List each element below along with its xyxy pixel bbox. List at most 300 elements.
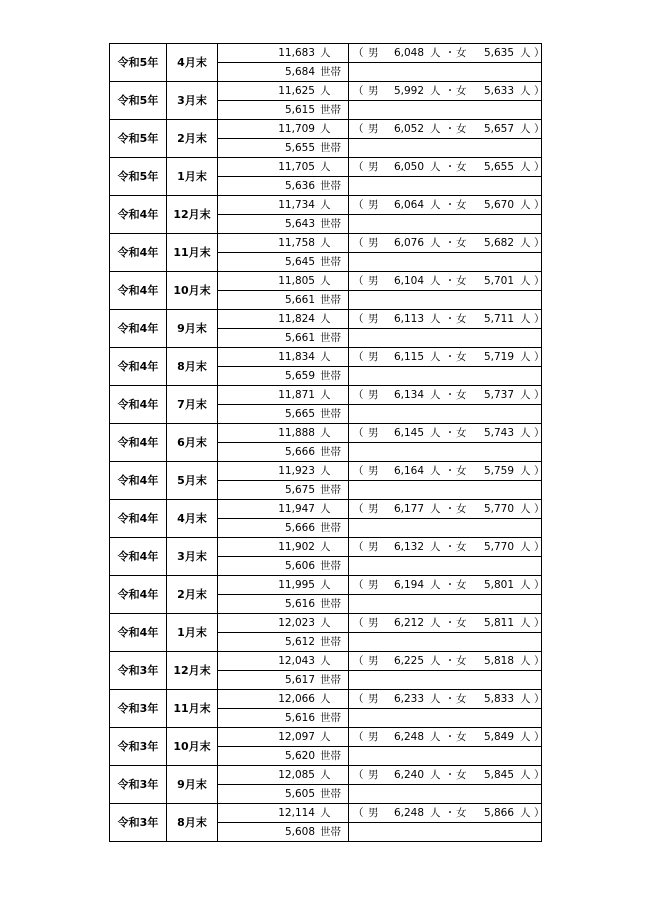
male-label: 男 <box>368 351 379 363</box>
households-value: 5,655 <box>284 142 315 154</box>
households-cell <box>218 633 349 652</box>
total-population-cell <box>218 310 349 329</box>
total-population-cell <box>218 576 349 595</box>
male-count: 6,050 <box>393 161 424 173</box>
total-population-value: 11,888 <box>278 427 315 439</box>
open-paren: （ <box>353 161 364 173</box>
person-unit: 人 <box>320 313 331 325</box>
person-unit: 人 <box>320 47 331 59</box>
male-count: 6,164 <box>393 465 424 477</box>
households-value: 5,666 <box>284 446 315 458</box>
male-label: 男 <box>368 47 379 59</box>
month-cell: 8月末 <box>167 348 218 386</box>
open-paren: （ <box>353 465 364 477</box>
male-label: 男 <box>368 731 379 743</box>
female-count: 5,670 <box>483 199 514 211</box>
close-paren: ） <box>534 161 545 173</box>
female-label: 女 <box>456 199 467 211</box>
female-label: 女 <box>456 427 467 439</box>
household-unit: 世帯 <box>320 750 341 762</box>
male-count: 6,132 <box>393 541 424 553</box>
total-population-value: 11,995 <box>278 579 315 591</box>
households-value: 5,666 <box>284 522 315 534</box>
person-unit: 人 <box>430 769 441 781</box>
households-cell <box>218 63 349 82</box>
person-unit: 人 <box>520 655 531 667</box>
gender-breakdown-cell <box>349 728 545 747</box>
open-paren: （ <box>353 503 364 515</box>
female-count: 5,759 <box>483 465 514 477</box>
gender-breakdown-cell <box>349 44 545 63</box>
separator-dot: ・ <box>444 693 456 705</box>
household-unit: 世帯 <box>320 674 341 686</box>
households-cell <box>218 481 349 500</box>
era-cell: 令和5年 <box>110 82 167 120</box>
gender-breakdown-cell <box>349 576 545 595</box>
person-unit: 人 <box>320 541 331 553</box>
person-unit: 人 <box>320 427 331 439</box>
close-paren: ） <box>534 123 545 135</box>
household-unit: 世帯 <box>320 370 341 382</box>
close-paren: ） <box>534 199 545 211</box>
households-cell <box>218 709 349 728</box>
record-row-population <box>110 310 542 329</box>
households-value: 5,617 <box>284 674 315 686</box>
person-unit: 人 <box>430 693 441 705</box>
open-paren: （ <box>353 123 364 135</box>
households-value: 5,665 <box>284 408 315 420</box>
era-cell: 令和3年 <box>110 766 167 804</box>
person-unit: 人 <box>430 199 441 211</box>
person-unit: 人 <box>430 161 441 173</box>
male-count: 6,115 <box>393 351 424 363</box>
total-population-cell <box>218 120 349 139</box>
person-unit: 人 <box>520 313 531 325</box>
empty-cell <box>349 177 542 196</box>
households-value: 5,643 <box>284 218 315 230</box>
record-row-population <box>110 348 542 367</box>
gender-breakdown-cell <box>349 462 545 481</box>
total-population-value: 11,734 <box>278 199 315 211</box>
male-count: 6,113 <box>393 313 424 325</box>
female-count: 5,833 <box>483 693 514 705</box>
households-cell <box>218 329 349 348</box>
empty-cell <box>349 519 542 538</box>
separator-dot: ・ <box>444 389 456 401</box>
household-unit: 世帯 <box>320 598 341 610</box>
male-label: 男 <box>368 617 379 629</box>
empty-cell <box>349 747 542 766</box>
total-population-value: 11,834 <box>278 351 315 363</box>
record-row-population <box>110 462 542 481</box>
empty-cell <box>349 63 542 82</box>
month-cell: 4月末 <box>167 500 218 538</box>
record-row-population <box>110 234 542 253</box>
person-unit: 人 <box>520 769 531 781</box>
era-cell: 令和5年 <box>110 44 167 82</box>
gender-breakdown-cell <box>349 234 545 253</box>
households-value: 5,636 <box>284 180 315 192</box>
total-population-cell <box>218 500 349 519</box>
record-row-population <box>110 576 542 595</box>
female-count: 5,682 <box>483 237 514 249</box>
female-count: 5,633 <box>483 85 514 97</box>
total-population-value: 12,066 <box>278 693 315 705</box>
era-cell: 令和4年 <box>110 614 167 652</box>
empty-cell <box>349 253 542 272</box>
close-paren: ） <box>534 313 545 325</box>
empty-cell <box>349 101 542 120</box>
open-paren: （ <box>353 47 364 59</box>
close-paren: ） <box>534 465 545 477</box>
female-label: 女 <box>456 693 467 705</box>
total-population-value: 11,805 <box>278 275 315 287</box>
era-cell: 令和3年 <box>110 652 167 690</box>
separator-dot: ・ <box>444 465 456 477</box>
close-paren: ） <box>534 617 545 629</box>
era-cell: 令和4年 <box>110 500 167 538</box>
total-population-cell <box>218 652 349 671</box>
male-label: 男 <box>368 85 379 97</box>
era-cell: 令和4年 <box>110 538 167 576</box>
open-paren: （ <box>353 693 364 705</box>
female-count: 5,737 <box>483 389 514 401</box>
record-row-population <box>110 652 542 671</box>
household-unit: 世帯 <box>320 522 341 534</box>
person-unit: 人 <box>520 731 531 743</box>
male-count: 6,048 <box>393 47 424 59</box>
separator-dot: ・ <box>444 161 456 173</box>
total-population-cell <box>218 538 349 557</box>
population-table <box>109 43 545 842</box>
total-population-cell <box>218 424 349 443</box>
empty-cell <box>349 823 542 842</box>
person-unit: 人 <box>520 617 531 629</box>
male-label: 男 <box>368 769 379 781</box>
households-cell <box>218 443 349 462</box>
open-paren: （ <box>353 769 364 781</box>
open-paren: （ <box>353 427 364 439</box>
male-count: 6,104 <box>393 275 424 287</box>
separator-dot: ・ <box>444 807 456 819</box>
gender-breakdown-cell <box>349 804 545 823</box>
month-cell: 3月末 <box>167 82 218 120</box>
close-paren: ） <box>534 693 545 705</box>
empty-cell <box>349 291 542 310</box>
person-unit: 人 <box>520 85 531 97</box>
household-unit: 世帯 <box>320 142 341 154</box>
households-value: 5,606 <box>284 560 315 572</box>
person-unit: 人 <box>320 807 331 819</box>
female-label: 女 <box>456 541 467 553</box>
total-population-value: 12,114 <box>278 807 315 819</box>
person-unit: 人 <box>430 807 441 819</box>
households-value: 5,620 <box>284 750 315 762</box>
households-cell <box>218 367 349 386</box>
total-population-value: 12,043 <box>278 655 315 667</box>
female-label: 女 <box>456 389 467 401</box>
gender-breakdown-cell <box>349 614 545 633</box>
person-unit: 人 <box>320 275 331 287</box>
household-unit: 世帯 <box>320 560 341 572</box>
households-value: 5,608 <box>284 826 315 838</box>
total-population-cell <box>218 766 349 785</box>
person-unit: 人 <box>320 351 331 363</box>
male-count: 6,076 <box>393 237 424 249</box>
households-cell <box>218 519 349 538</box>
person-unit: 人 <box>430 123 441 135</box>
record-row-population <box>110 424 542 443</box>
close-paren: ） <box>534 351 545 363</box>
empty-cell <box>349 139 542 158</box>
open-paren: （ <box>353 579 364 591</box>
male-label: 男 <box>368 123 379 135</box>
month-cell: 2月末 <box>167 120 218 158</box>
close-paren: ） <box>534 579 545 591</box>
male-count: 6,212 <box>393 617 424 629</box>
open-paren: （ <box>353 275 364 287</box>
female-label: 女 <box>456 731 467 743</box>
total-population-cell <box>218 44 349 63</box>
male-count: 6,248 <box>393 731 424 743</box>
empty-cell <box>349 671 542 690</box>
record-row-population <box>110 386 542 405</box>
person-unit: 人 <box>430 655 441 667</box>
male-label: 男 <box>368 465 379 477</box>
record-row-population <box>110 804 542 823</box>
household-unit: 世帯 <box>320 332 341 344</box>
female-label: 女 <box>456 503 467 515</box>
households-value: 5,661 <box>284 294 315 306</box>
households-value: 5,616 <box>284 598 315 610</box>
era-cell: 令和3年 <box>110 690 167 728</box>
era-cell: 令和4年 <box>110 576 167 614</box>
person-unit: 人 <box>520 237 531 249</box>
total-population-value: 12,085 <box>278 769 315 781</box>
female-label: 女 <box>456 85 467 97</box>
female-count: 5,657 <box>483 123 514 135</box>
person-unit: 人 <box>520 807 531 819</box>
female-label: 女 <box>456 161 467 173</box>
person-unit: 人 <box>430 85 441 97</box>
close-paren: ） <box>534 731 545 743</box>
female-label: 女 <box>456 769 467 781</box>
female-label: 女 <box>456 807 467 819</box>
era-cell: 令和3年 <box>110 728 167 766</box>
gender-breakdown-cell <box>349 82 545 101</box>
month-cell: 2月末 <box>167 576 218 614</box>
open-paren: （ <box>353 313 364 325</box>
month-cell: 5月末 <box>167 462 218 500</box>
households-value: 5,612 <box>284 636 315 648</box>
total-population-cell <box>218 196 349 215</box>
gender-breakdown-cell <box>349 120 545 139</box>
male-count: 6,064 <box>393 199 424 211</box>
separator-dot: ・ <box>444 617 456 629</box>
total-population-cell <box>218 386 349 405</box>
households-value: 5,645 <box>284 256 315 268</box>
total-population-value: 11,625 <box>278 85 315 97</box>
person-unit: 人 <box>520 503 531 515</box>
person-unit: 人 <box>430 731 441 743</box>
gender-breakdown-cell <box>349 652 545 671</box>
record-row-population <box>110 158 542 177</box>
close-paren: ） <box>534 655 545 667</box>
person-unit: 人 <box>320 579 331 591</box>
female-label: 女 <box>456 351 467 363</box>
person-unit: 人 <box>430 579 441 591</box>
person-unit: 人 <box>320 617 331 629</box>
person-unit: 人 <box>430 541 441 553</box>
male-count: 6,145 <box>393 427 424 439</box>
close-paren: ） <box>534 237 545 249</box>
gender-breakdown-cell <box>349 272 545 291</box>
close-paren: ） <box>534 47 545 59</box>
person-unit: 人 <box>430 237 441 249</box>
person-unit: 人 <box>430 313 441 325</box>
households-value: 5,616 <box>284 712 315 724</box>
total-population-value: 11,824 <box>278 313 315 325</box>
male-count: 5,992 <box>393 85 424 97</box>
female-label: 女 <box>456 275 467 287</box>
male-count: 6,233 <box>393 693 424 705</box>
female-count: 5,801 <box>483 579 514 591</box>
record-row-population <box>110 272 542 291</box>
total-population-value: 11,705 <box>278 161 315 173</box>
era-cell: 令和4年 <box>110 272 167 310</box>
gender-breakdown-cell <box>349 690 545 709</box>
female-count: 5,818 <box>483 655 514 667</box>
separator-dot: ・ <box>444 731 456 743</box>
close-paren: ） <box>534 389 545 401</box>
gender-breakdown-cell <box>349 538 545 557</box>
male-count: 6,177 <box>393 503 424 515</box>
era-cell: 令和5年 <box>110 120 167 158</box>
month-cell: 8月末 <box>167 804 218 842</box>
households-value: 5,661 <box>284 332 315 344</box>
female-label: 女 <box>456 123 467 135</box>
separator-dot: ・ <box>444 503 456 515</box>
gender-breakdown-cell <box>349 348 545 367</box>
month-cell: 11月末 <box>167 234 218 272</box>
record-row-population <box>110 82 542 101</box>
separator-dot: ・ <box>444 237 456 249</box>
female-count: 5,811 <box>483 617 514 629</box>
person-unit: 人 <box>320 85 331 97</box>
male-count: 6,134 <box>393 389 424 401</box>
households-cell <box>218 139 349 158</box>
person-unit: 人 <box>520 47 531 59</box>
empty-cell <box>349 481 542 500</box>
total-population-cell <box>218 462 349 481</box>
close-paren: ） <box>534 275 545 287</box>
female-label: 女 <box>456 579 467 591</box>
household-unit: 世帯 <box>320 788 341 800</box>
household-unit: 世帯 <box>320 446 341 458</box>
female-count: 5,770 <box>483 541 514 553</box>
person-unit: 人 <box>430 389 441 401</box>
female-label: 女 <box>456 617 467 629</box>
female-count: 5,635 <box>483 47 514 59</box>
month-cell: 9月末 <box>167 310 218 348</box>
female-count: 5,719 <box>483 351 514 363</box>
person-unit: 人 <box>320 237 331 249</box>
female-count: 5,770 <box>483 503 514 515</box>
close-paren: ） <box>534 807 545 819</box>
total-population-value: 11,947 <box>278 503 315 515</box>
total-population-value: 11,871 <box>278 389 315 401</box>
households-cell <box>218 291 349 310</box>
empty-cell <box>349 405 542 424</box>
month-cell: 3月末 <box>167 538 218 576</box>
female-label: 女 <box>456 237 467 249</box>
total-population-cell <box>218 614 349 633</box>
record-row-population <box>110 538 542 557</box>
era-cell: 令和4年 <box>110 348 167 386</box>
separator-dot: ・ <box>444 351 456 363</box>
month-cell: 1月末 <box>167 158 218 196</box>
household-unit: 世帯 <box>320 294 341 306</box>
household-unit: 世帯 <box>320 180 341 192</box>
female-label: 女 <box>456 655 467 667</box>
households-cell <box>218 253 349 272</box>
record-row-population <box>110 614 542 633</box>
person-unit: 人 <box>320 389 331 401</box>
person-unit: 人 <box>430 351 441 363</box>
open-paren: （ <box>353 541 364 553</box>
male-label: 男 <box>368 541 379 553</box>
open-paren: （ <box>353 389 364 401</box>
person-unit: 人 <box>320 465 331 477</box>
empty-cell <box>349 785 542 804</box>
total-population-value: 11,683 <box>278 47 315 59</box>
close-paren: ） <box>534 85 545 97</box>
household-unit: 世帯 <box>320 66 341 78</box>
household-unit: 世帯 <box>320 826 341 838</box>
gender-breakdown-cell <box>349 386 545 405</box>
total-population-value: 11,902 <box>278 541 315 553</box>
gender-breakdown-cell <box>349 766 545 785</box>
close-paren: ） <box>534 769 545 781</box>
total-population-cell <box>218 234 349 253</box>
households-cell <box>218 747 349 766</box>
person-unit: 人 <box>320 503 331 515</box>
female-label: 女 <box>456 47 467 59</box>
month-cell: 6月末 <box>167 424 218 462</box>
household-unit: 世帯 <box>320 218 341 230</box>
person-unit: 人 <box>520 351 531 363</box>
person-unit: 人 <box>320 693 331 705</box>
female-count: 5,701 <box>483 275 514 287</box>
empty-cell <box>349 367 542 386</box>
empty-cell <box>349 633 542 652</box>
male-label: 男 <box>368 313 379 325</box>
month-cell: 12月末 <box>167 652 218 690</box>
female-count: 5,845 <box>483 769 514 781</box>
person-unit: 人 <box>320 199 331 211</box>
person-unit: 人 <box>430 275 441 287</box>
gender-breakdown-cell <box>349 500 545 519</box>
person-unit: 人 <box>520 161 531 173</box>
empty-cell <box>349 557 542 576</box>
male-label: 男 <box>368 503 379 515</box>
total-population-cell <box>218 348 349 367</box>
male-label: 男 <box>368 579 379 591</box>
separator-dot: ・ <box>444 313 456 325</box>
separator-dot: ・ <box>444 199 456 211</box>
person-unit: 人 <box>320 731 331 743</box>
female-label: 女 <box>456 313 467 325</box>
